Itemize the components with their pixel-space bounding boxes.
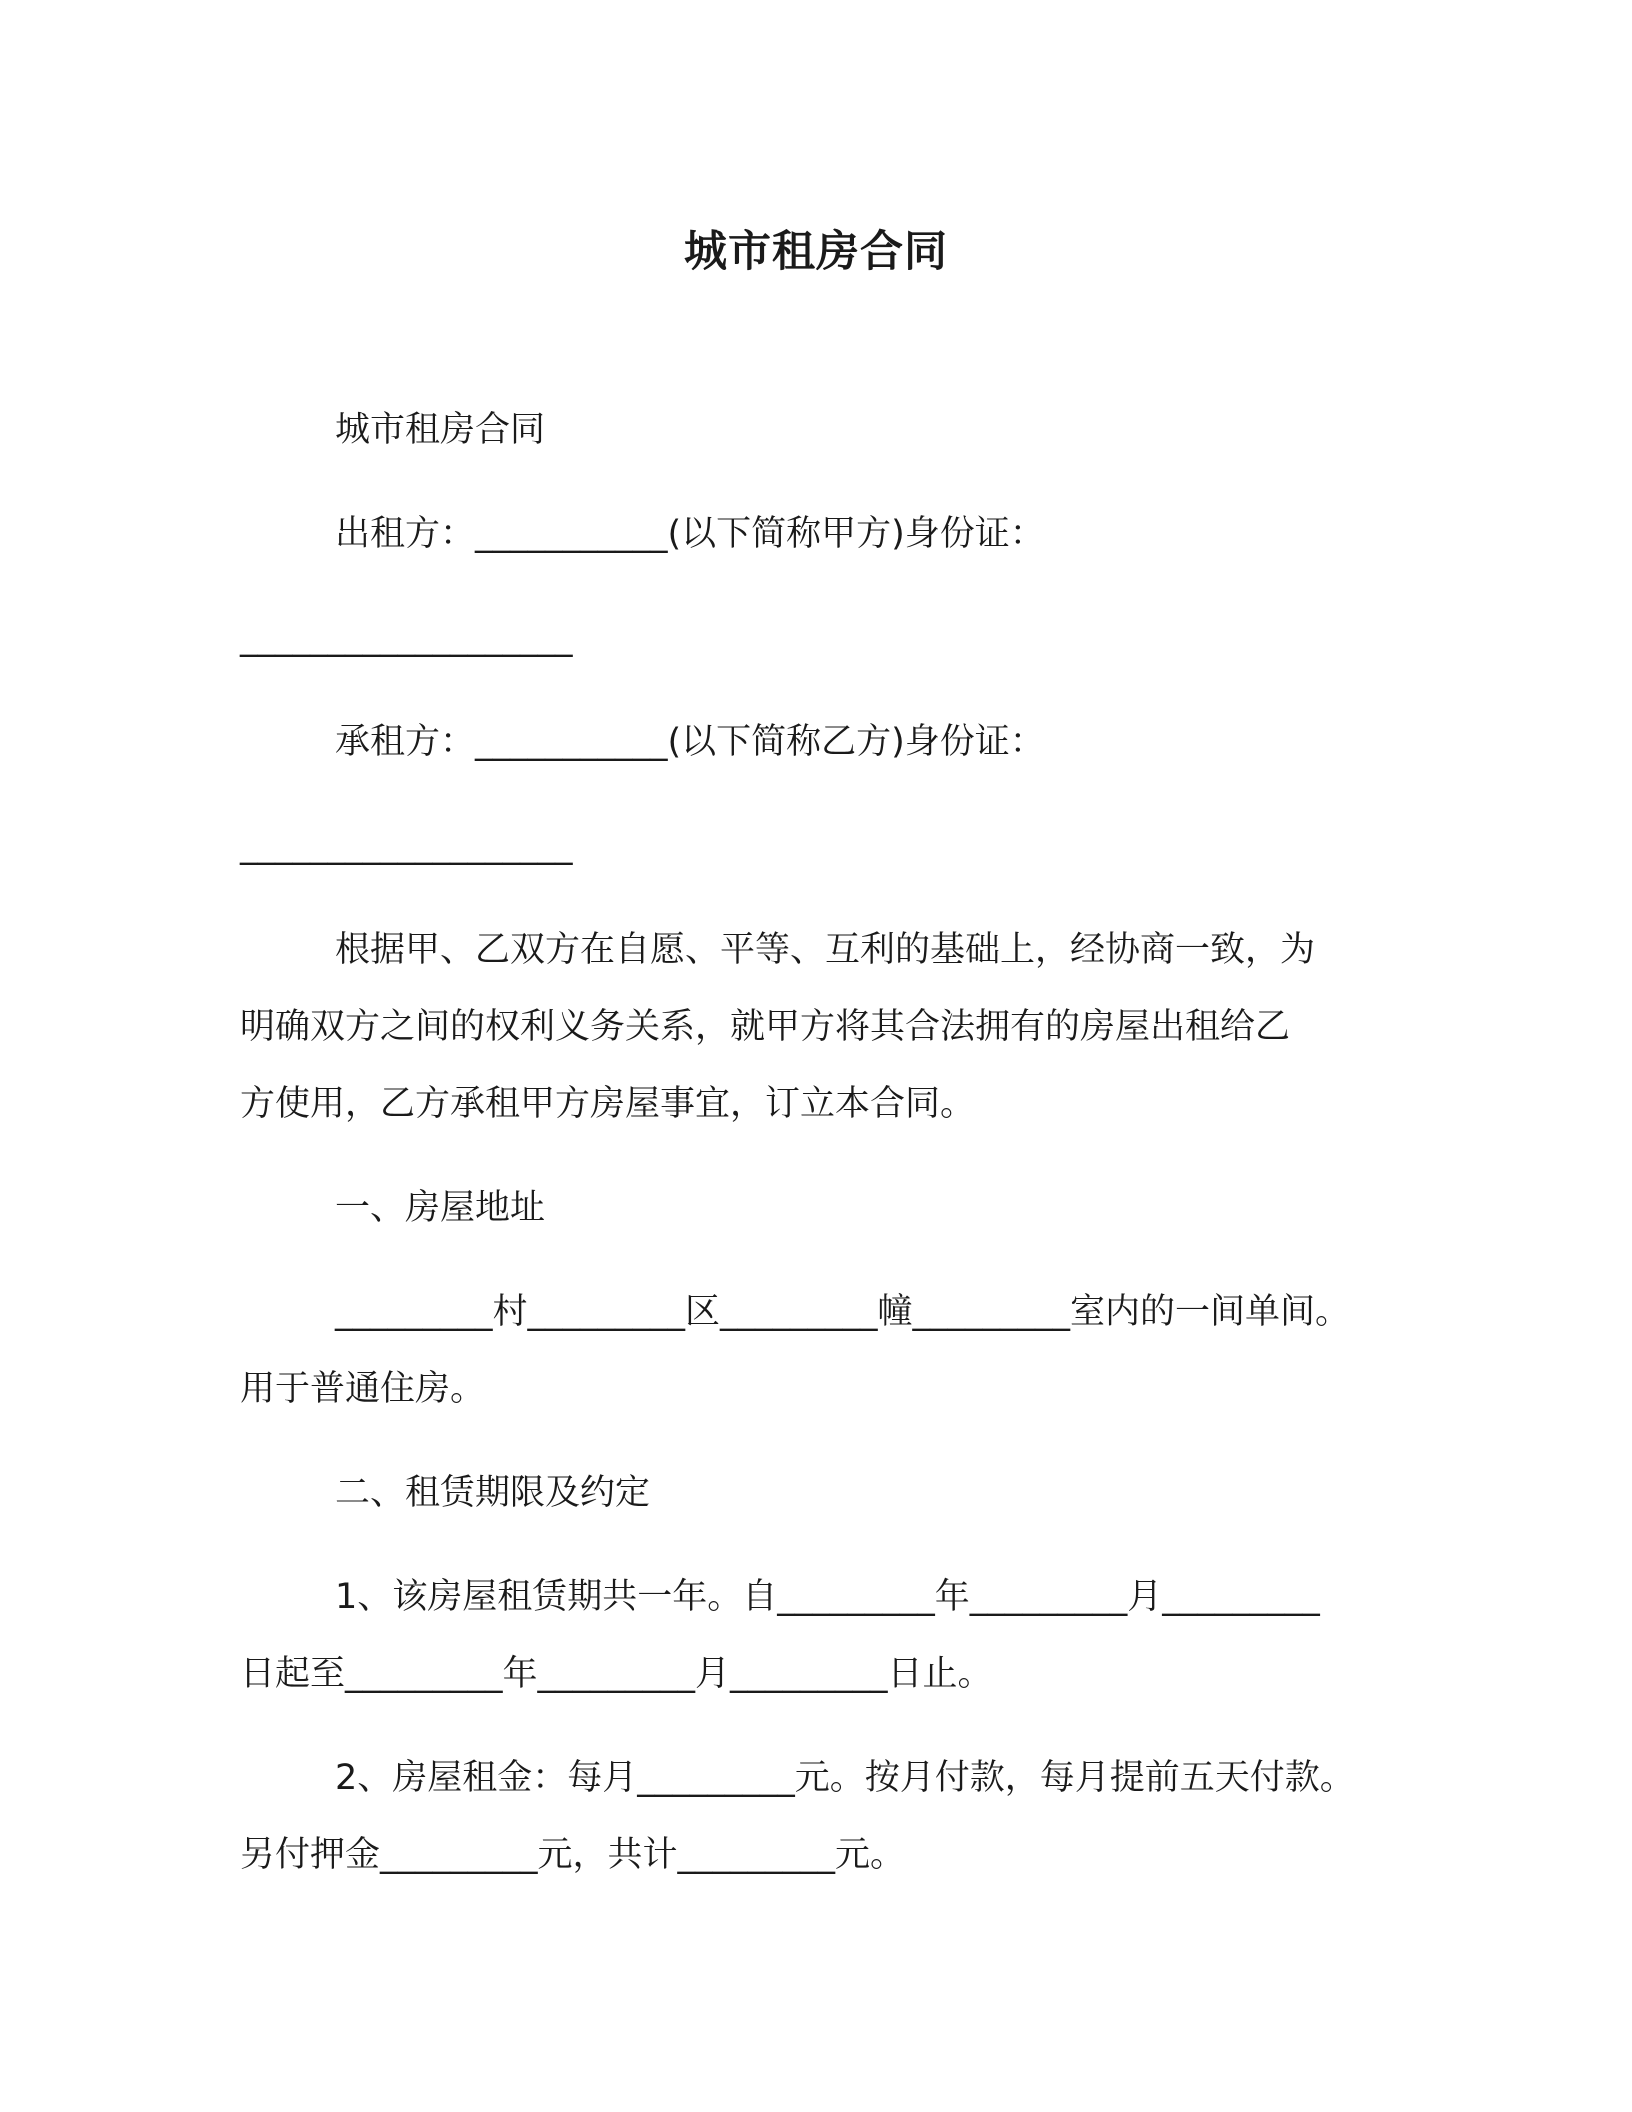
lessee-id-blank: ___________________ (240, 826, 573, 866)
address-line-1: _________村_________区_________幢_________室内的一间单间。 (335, 1292, 1351, 1332)
rent-line-2: 另付押金_________元，共计_________元。 (240, 1835, 906, 1875)
lessor-id-blank: ___________________ (240, 618, 573, 658)
document-body (240, 392, 1420, 1894)
preamble-line-3: 方使用，乙方承租甲方房屋事宜，订立本合同。 (240, 1084, 976, 1124)
document-title: 城市租房合同 (684, 227, 948, 277)
lessee-line: 承租方：___________(以下简称乙方)身份证： (335, 722, 1045, 762)
section-1-heading: 一、房屋地址 (335, 1188, 546, 1228)
section-2-heading: 二、租赁期限及约定 (335, 1473, 651, 1513)
subtitle-line: 城市租房合同 (335, 410, 546, 450)
lessor-line: 出租方：___________(以下简称甲方)身份证： (335, 514, 1045, 554)
term-line-2: 日起至_________年_________月_________日止。 (240, 1654, 993, 1694)
address-line-2: 用于普通住房。 (240, 1369, 486, 1409)
rent-line-1: 2、房屋租金：每月_________元。按月付款，每月提前五天付款。 (335, 1758, 1355, 1798)
term-line-1: 1、该房屋租赁期共一年。自_________年_________月_________ (335, 1577, 1320, 1617)
preamble-line-2: 明确双方之间的权利义务关系，就甲方将其合法拥有的房屋出租给乙 (240, 1007, 1291, 1047)
preamble-line-1: 根据甲、乙双方在自愿、平等、互利的基础上，经协商一致，为 (335, 930, 1316, 970)
